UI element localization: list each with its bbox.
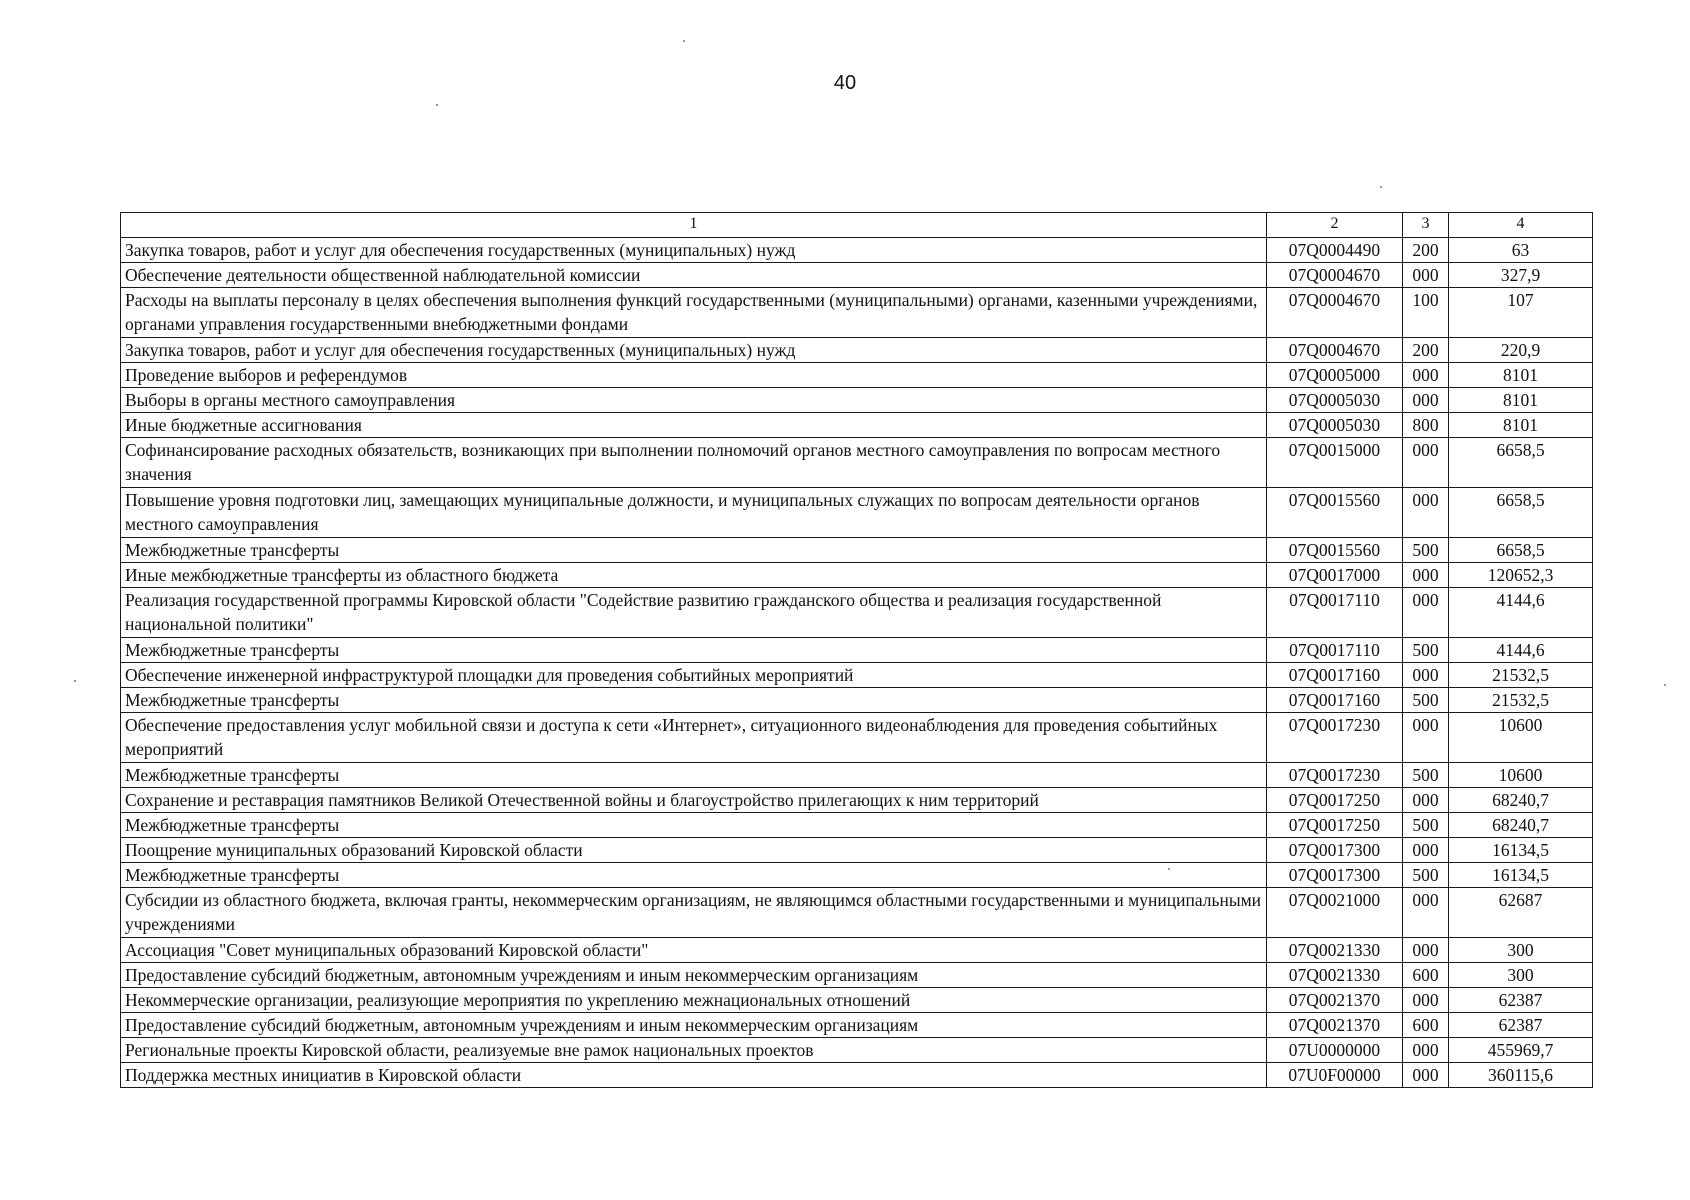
row-type-cell: 000 xyxy=(1403,838,1449,863)
row-sum-cell: 16134,5 xyxy=(1449,838,1593,863)
row-code-cell: 07Q0017300 xyxy=(1267,838,1403,863)
row-sum-cell: 360115,6 xyxy=(1449,1063,1593,1088)
row-sum-cell: 68240,7 xyxy=(1449,788,1593,813)
row-sum-cell: 4144,6 xyxy=(1449,638,1593,663)
row-name-cell: Софинансирование расходных обязательств, возникающих при выполнении полномочий органов местного самоуправления по вопросам местного значения xyxy=(121,438,1267,488)
row-sum-cell: 21532,5 xyxy=(1449,663,1593,688)
row-name-cell: Повышение уровня подготовки лиц, замещающих муниципальные должности, и муниципальных служащих по вопросам деятельности органов местного самоуправления xyxy=(121,488,1267,538)
table-row xyxy=(121,1013,1593,1038)
row-type-cell: 500 xyxy=(1403,538,1449,563)
row-code-cell: 07Q0017250 xyxy=(1267,788,1403,813)
row-sum-cell: 62687 xyxy=(1449,888,1593,938)
row-name-cell: Обеспечение инженерной инфраструктурой площадки для проведения событийных мероприятий xyxy=(121,663,1267,688)
row-name-cell: Поддержка местных инициатив в Кировской области xyxy=(121,1063,1267,1088)
row-name-cell: Предоставление субсидий бюджетным, автономным учреждениям и иным некоммерческим организациям xyxy=(121,1013,1267,1038)
row-type-cell: 500 xyxy=(1403,638,1449,663)
row-sum-cell: 6658,5 xyxy=(1449,538,1593,563)
table-row xyxy=(121,713,1593,763)
row-type-cell: 500 xyxy=(1403,688,1449,713)
row-name-cell: Иные бюджетные ассигнования xyxy=(121,413,1267,438)
row-sum-cell: 10600 xyxy=(1449,713,1593,763)
row-type-cell: 100 xyxy=(1403,288,1449,338)
table-row xyxy=(121,413,1593,438)
table-row xyxy=(121,263,1593,288)
row-code-cell: 07Q0005000 xyxy=(1267,363,1403,388)
row-name-cell: Межбюджетные трансферты xyxy=(121,863,1267,888)
table-row xyxy=(121,588,1593,638)
row-sum-cell: 300 xyxy=(1449,938,1593,963)
row-name-cell: Субсидии из областного бюджета, включая гранты, некоммерческим организациям, не являющимся областными государственными и муниципальными учреждениями xyxy=(121,888,1267,938)
row-sum-cell: 4144,6 xyxy=(1449,588,1593,638)
table-row xyxy=(121,888,1593,938)
row-code-cell: 07Q0017160 xyxy=(1267,688,1403,713)
table-row xyxy=(121,238,1593,263)
table-row xyxy=(121,963,1593,988)
row-type-cell: 000 xyxy=(1403,388,1449,413)
row-name-cell: Предоставление субсидий бюджетным, автономным учреждениям и иным некоммерческим организациям xyxy=(121,963,1267,988)
row-sum-cell: 16134,5 xyxy=(1449,863,1593,888)
row-sum-cell: 62387 xyxy=(1449,1013,1593,1038)
row-sum-cell: 62387 xyxy=(1449,988,1593,1013)
scan-speck xyxy=(74,680,76,682)
row-name-cell: Закупка товаров, работ и услуг для обеспечения государственных (муниципальных) нужд xyxy=(121,238,1267,263)
row-code-cell: 07Q0017230 xyxy=(1267,713,1403,763)
header-row xyxy=(121,213,1593,238)
row-sum-cell: 107 xyxy=(1449,288,1593,338)
row-sum-cell: 6658,5 xyxy=(1449,438,1593,488)
table-row xyxy=(121,788,1593,813)
table-row xyxy=(121,938,1593,963)
budget-table xyxy=(120,212,1593,1088)
header-col-1: 1 xyxy=(121,213,1267,238)
row-name-cell: Межбюджетные трансферты xyxy=(121,638,1267,663)
row-type-cell: 600 xyxy=(1403,963,1449,988)
row-code-cell: 07Q0021370 xyxy=(1267,988,1403,1013)
row-sum-cell: 8101 xyxy=(1449,363,1593,388)
row-type-cell: 200 xyxy=(1403,238,1449,263)
row-name-cell: Иные межбюджетные трансферты из областного бюджета xyxy=(121,563,1267,588)
row-code-cell: 07Q0004670 xyxy=(1267,338,1403,363)
row-type-cell: 000 xyxy=(1403,263,1449,288)
row-name-cell: Некоммерческие организации, реализующие мероприятия по укреплению межнациональных отношений xyxy=(121,988,1267,1013)
row-type-cell: 000 xyxy=(1403,713,1449,763)
row-code-cell: 07Q0004670 xyxy=(1267,288,1403,338)
row-code-cell: 07Q0021370 xyxy=(1267,1013,1403,1038)
row-sum-cell: 10600 xyxy=(1449,763,1593,788)
table-row xyxy=(121,863,1593,888)
row-type-cell: 500 xyxy=(1403,813,1449,838)
scan-speck xyxy=(1380,186,1382,188)
row-sum-cell: 327,9 xyxy=(1449,263,1593,288)
header-col-2: 2 xyxy=(1267,213,1403,238)
table-row xyxy=(121,838,1593,863)
table-row xyxy=(121,288,1593,338)
row-name-cell: Реализация государственной программы Кировской области "Содействие развитию гражданского общества и реализация государственной национальной политики" xyxy=(121,588,1267,638)
row-sum-cell: 21532,5 xyxy=(1449,688,1593,713)
row-code-cell: 07Q0017230 xyxy=(1267,763,1403,788)
row-name-cell: Ассоциация "Совет муниципальных образований Кировской области" xyxy=(121,938,1267,963)
row-name-cell: Региональные проекты Кировской области, реализуемые вне рамок национальных проектов xyxy=(121,1038,1267,1063)
row-name-cell: Закупка товаров, работ и услуг для обеспечения государственных (муниципальных) нужд xyxy=(121,338,1267,363)
scan-speck xyxy=(1664,684,1666,686)
row-code-cell: 07Q0017110 xyxy=(1267,638,1403,663)
row-code-cell: 07Q0017110 xyxy=(1267,588,1403,638)
table-row xyxy=(121,638,1593,663)
row-name-cell: Поощрение муниципальных образований Кировской области xyxy=(121,838,1267,863)
row-code-cell: 07Q0017300 xyxy=(1267,863,1403,888)
row-type-cell: 000 xyxy=(1403,1063,1449,1088)
row-sum-cell: 120652,3 xyxy=(1449,563,1593,588)
row-code-cell: 07Q0017000 xyxy=(1267,563,1403,588)
row-code-cell: 07Q0021000 xyxy=(1267,888,1403,938)
row-type-cell: 000 xyxy=(1403,1038,1449,1063)
table-row xyxy=(121,813,1593,838)
table-row xyxy=(121,988,1593,1013)
header-col-4: 4 xyxy=(1449,213,1593,238)
row-name-cell: Расходы на выплаты персоналу в целях обеспечения выполнения функций государственными (муниципальными) органами, казенными учреждениями, органами управления государственными внебюджетными фондами xyxy=(121,288,1267,338)
scan-speck xyxy=(1168,868,1170,870)
row-code-cell: 07Q0021330 xyxy=(1267,963,1403,988)
table-row xyxy=(121,488,1593,538)
row-name-cell: Межбюджетные трансферты xyxy=(121,688,1267,713)
row-type-cell: 000 xyxy=(1403,938,1449,963)
table-row xyxy=(121,1063,1593,1088)
table-row xyxy=(121,563,1593,588)
row-sum-cell: 68240,7 xyxy=(1449,813,1593,838)
row-code-cell: 07Q0017250 xyxy=(1267,813,1403,838)
row-sum-cell: 455969,7 xyxy=(1449,1038,1593,1063)
table-row xyxy=(121,763,1593,788)
row-type-cell: 000 xyxy=(1403,988,1449,1013)
scan-speck xyxy=(683,40,685,42)
row-type-cell: 200 xyxy=(1403,338,1449,363)
row-code-cell: 07Q0017160 xyxy=(1267,663,1403,688)
row-sum-cell: 8101 xyxy=(1449,413,1593,438)
row-type-cell: 000 xyxy=(1403,788,1449,813)
row-name-cell: Сохранение и реставрация памятников Великой Отечественной войны и благоустройство прилегающих к ним территорий xyxy=(121,788,1267,813)
row-name-cell: Межбюджетные трансферты xyxy=(121,538,1267,563)
row-code-cell: 07Q0015000 xyxy=(1267,438,1403,488)
row-sum-cell: 300 xyxy=(1449,963,1593,988)
row-name-cell: Выборы в органы местного самоуправления xyxy=(121,388,1267,413)
table-row xyxy=(121,688,1593,713)
row-code-cell: 07Q0021330 xyxy=(1267,938,1403,963)
row-sum-cell: 6658,5 xyxy=(1449,488,1593,538)
row-code-cell: 07Q0005030 xyxy=(1267,413,1403,438)
row-type-cell: 500 xyxy=(1403,863,1449,888)
row-type-cell: 800 xyxy=(1403,413,1449,438)
table-row xyxy=(121,388,1593,413)
row-code-cell: 07U0F00000 xyxy=(1267,1063,1403,1088)
row-name-cell: Проведение выборов и референдумов xyxy=(121,363,1267,388)
row-type-cell: 000 xyxy=(1403,663,1449,688)
row-name-cell: Межбюджетные трансферты xyxy=(121,763,1267,788)
row-sum-cell: 220,9 xyxy=(1449,338,1593,363)
table-row xyxy=(121,338,1593,363)
row-name-cell: Обеспечение деятельности общественной наблюдательной комиссии xyxy=(121,263,1267,288)
row-type-cell: 000 xyxy=(1403,488,1449,538)
table-row xyxy=(121,363,1593,388)
page-number: 40 xyxy=(833,72,857,94)
header-col-3: 3 xyxy=(1403,213,1449,238)
table-row xyxy=(121,538,1593,563)
row-name-cell: Межбюджетные трансферты xyxy=(121,813,1267,838)
row-code-cell: 07Q0004670 xyxy=(1267,263,1403,288)
row-type-cell: 500 xyxy=(1403,763,1449,788)
row-sum-cell: 63 xyxy=(1449,238,1593,263)
row-code-cell: 07Q0015560 xyxy=(1267,488,1403,538)
row-code-cell: 07U0000000 xyxy=(1267,1038,1403,1063)
table-row xyxy=(121,1038,1593,1063)
row-name-cell: Обеспечение предоставления услуг мобильной связи и доступа к сети «Интернет», ситуационного видеонаблюдения для проведения событийных мероприятий xyxy=(121,713,1267,763)
row-code-cell: 07Q0015560 xyxy=(1267,538,1403,563)
scan-speck xyxy=(436,104,438,106)
table-row xyxy=(121,438,1593,488)
row-type-cell: 600 xyxy=(1403,1013,1449,1038)
table-row xyxy=(121,663,1593,688)
row-type-cell: 000 xyxy=(1403,888,1449,938)
row-type-cell: 000 xyxy=(1403,563,1449,588)
row-type-cell: 000 xyxy=(1403,438,1449,488)
row-code-cell: 07Q0005030 xyxy=(1267,388,1403,413)
row-sum-cell: 8101 xyxy=(1449,388,1593,413)
table-body xyxy=(121,238,1593,1088)
row-code-cell: 07Q0004490 xyxy=(1267,238,1403,263)
row-type-cell: 000 xyxy=(1403,363,1449,388)
row-type-cell: 000 xyxy=(1403,588,1449,638)
